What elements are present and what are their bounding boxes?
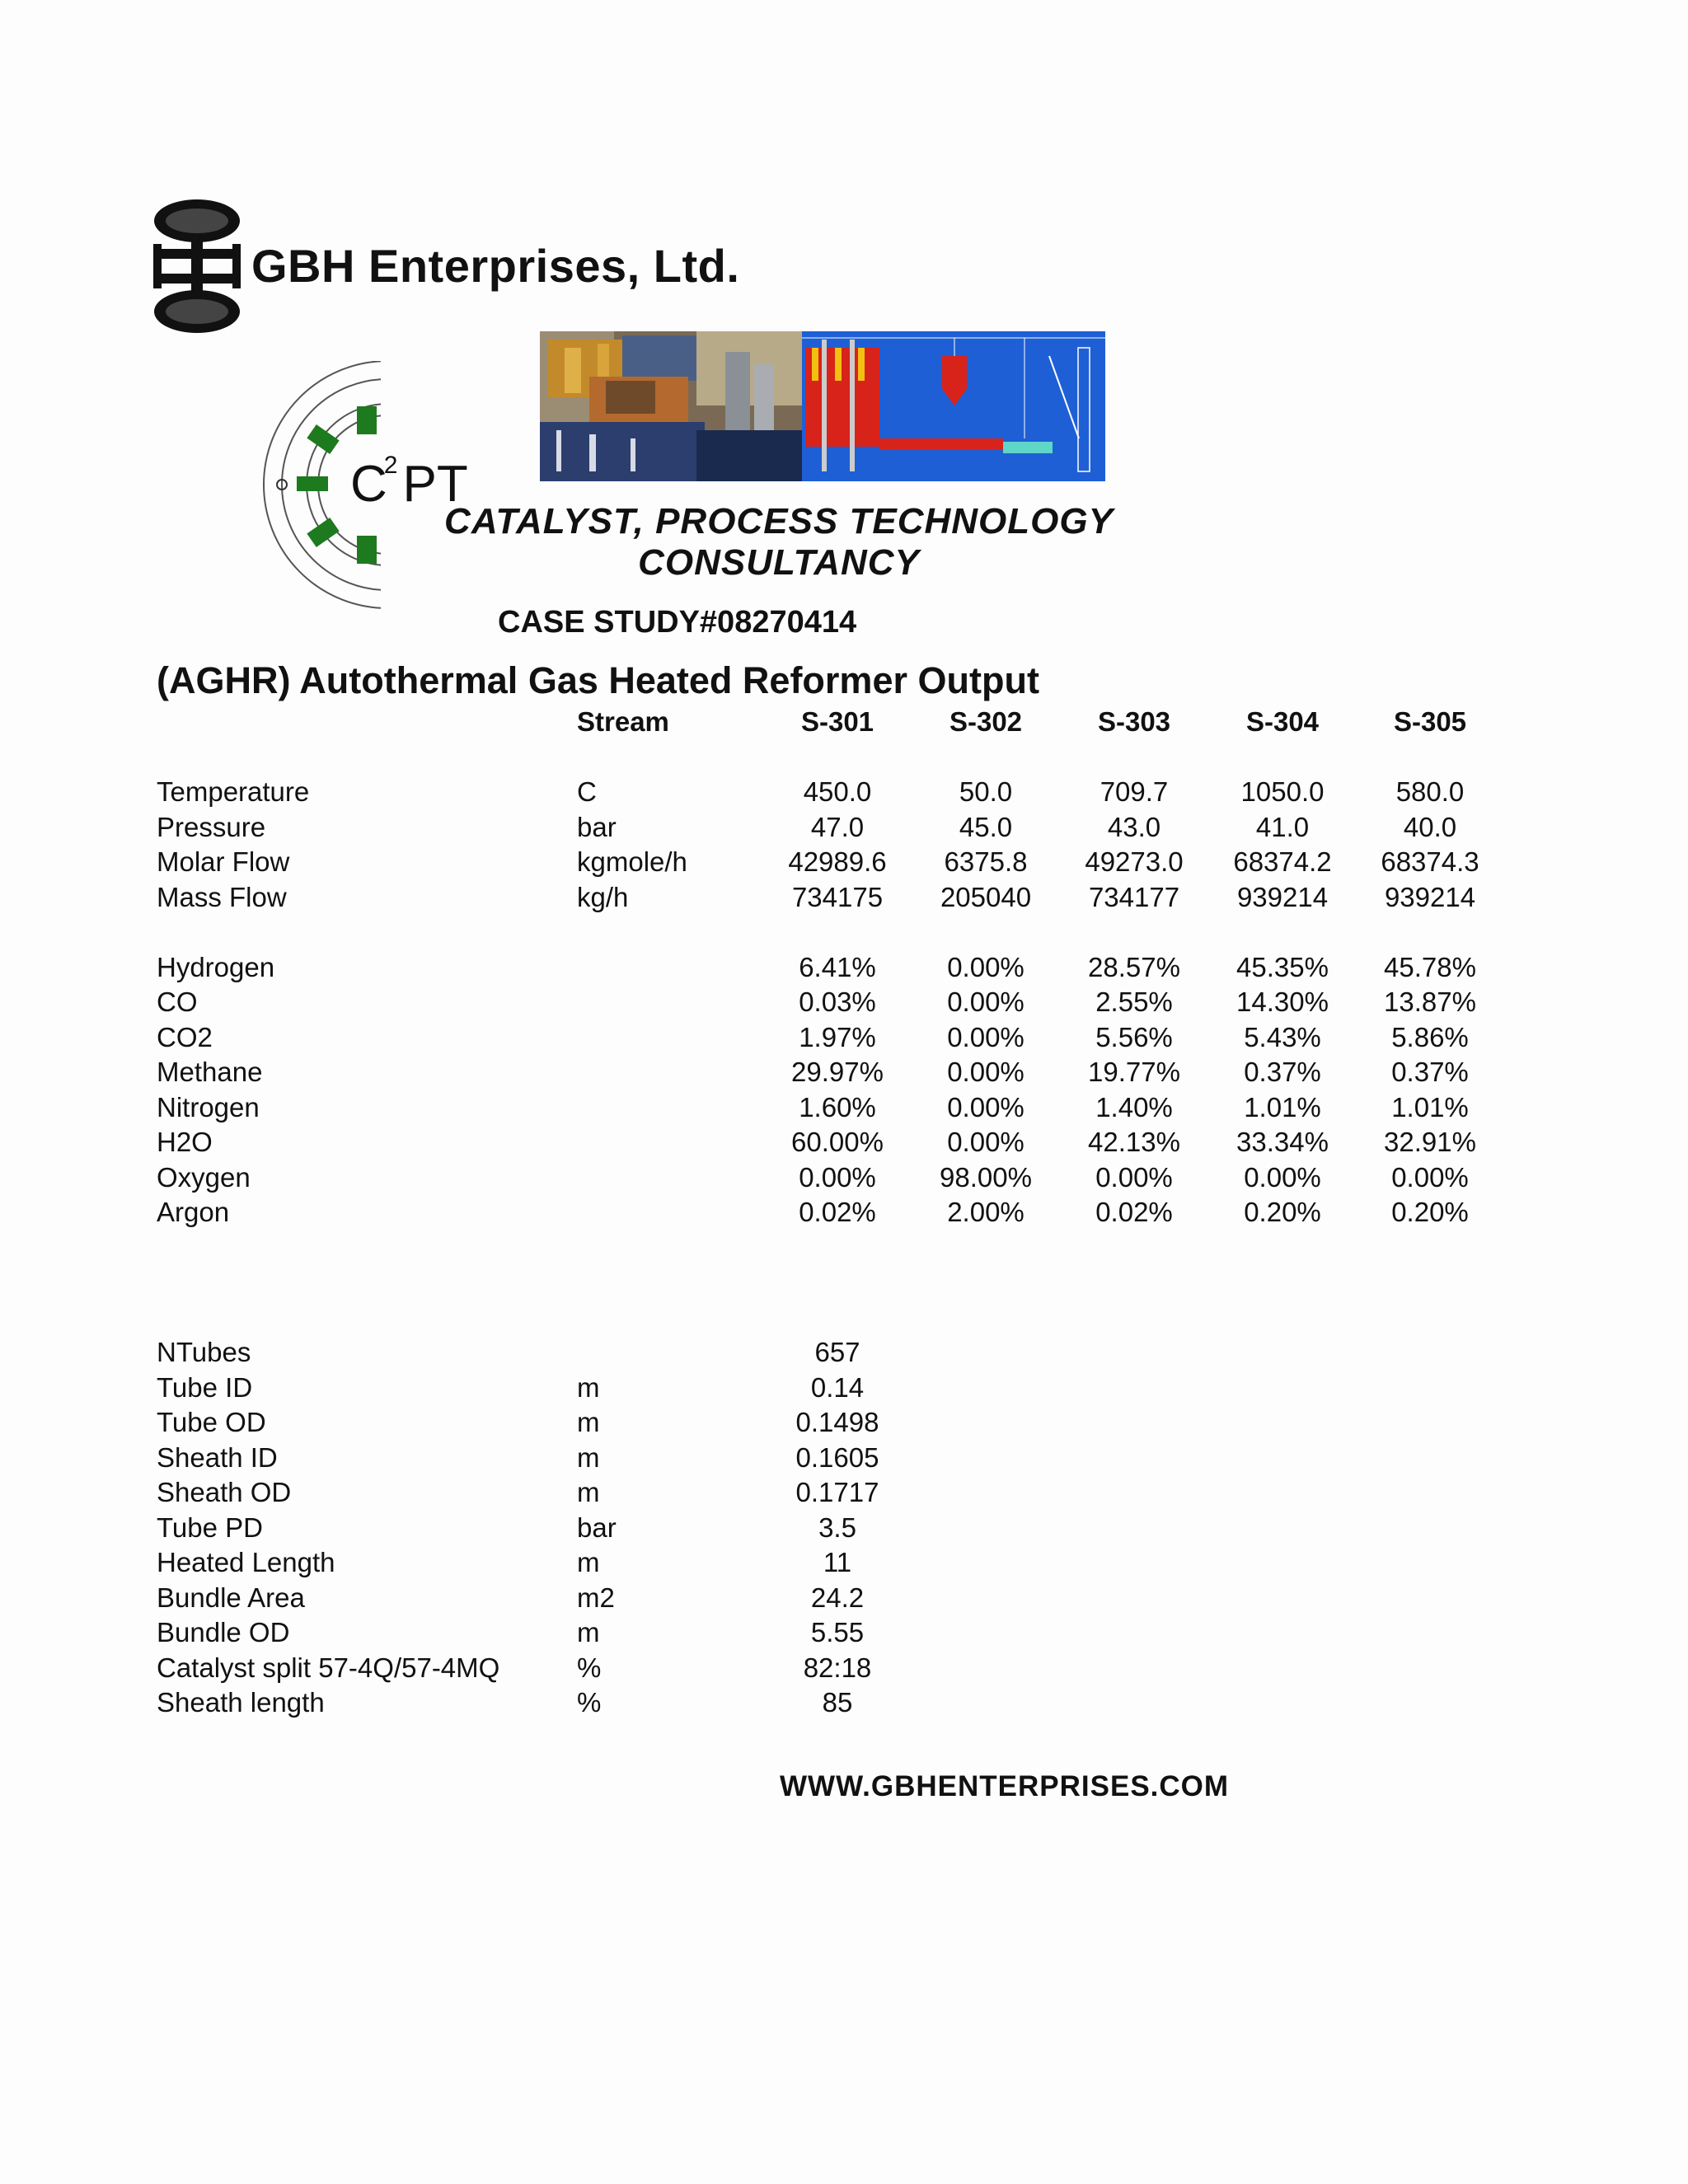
row-unit: m [577, 1547, 600, 1577]
row-label: Temperature [157, 776, 310, 807]
cell-value: 0.02% [1095, 1197, 1173, 1227]
cell-value: 734175 [791, 882, 884, 912]
cell-value: 0.1605 [795, 1442, 879, 1473]
cell-value: 1.01% [1391, 1092, 1469, 1122]
row-label: Heated Length [157, 1547, 335, 1577]
design-row [0, 1477, 1688, 1511]
row-unit: kgmole/h [577, 846, 687, 877]
cell-value: 47.0 [810, 812, 865, 842]
row-unit: % [577, 1652, 602, 1683]
row-label: Pressure [157, 812, 266, 842]
row-label: Mass Flow [157, 882, 287, 912]
cell-value: 6375.8 [944, 846, 1028, 877]
cell-value: 0.20% [1391, 1197, 1469, 1227]
cell-value: 60.00% [791, 1127, 884, 1157]
cell-value: 0.00% [947, 1057, 1025, 1087]
cell-value: 1.97% [799, 1022, 876, 1052]
cell-value: 50.0 [959, 776, 1013, 807]
row-label: Catalyst split 57-4Q/57-4MQ [157, 1652, 500, 1683]
design-row [0, 1512, 1688, 1547]
cell-value: 939214 [1236, 882, 1329, 912]
composition-row [0, 952, 1688, 987]
cell-value: 45.35% [1236, 952, 1329, 982]
design-row [0, 1687, 1688, 1722]
row-label: Oxygen [157, 1162, 251, 1193]
row-label: H2O [157, 1127, 213, 1157]
design-row [0, 1617, 1688, 1652]
cell-value: 939214 [1384, 882, 1476, 912]
design-row [0, 1547, 1688, 1582]
stream-header: S-302 [949, 706, 1023, 737]
cell-value: 0.00% [799, 1162, 876, 1193]
stream-header: S-303 [1097, 706, 1171, 737]
website-link[interactable]: WWW.GBHENTERPRISES.COM [780, 1770, 1230, 1802]
cell-value: 657 [814, 1337, 860, 1367]
cell-value: 43.0 [1107, 812, 1161, 842]
condition-row [0, 846, 1688, 881]
cell-value: 13.87% [1384, 987, 1476, 1017]
cell-value: 734177 [1088, 882, 1180, 912]
consultancy-tagline-2: CONSULTANCY [638, 542, 920, 583]
case-study-id: CASE STUDY#08270414 [498, 605, 857, 640]
cell-value: 2.55% [1095, 987, 1173, 1017]
design-row [0, 1652, 1688, 1687]
cell-value: 709.7 [1100, 776, 1169, 807]
cell-value: 45.78% [1384, 952, 1476, 982]
cell-value: 0.00% [947, 987, 1025, 1017]
cell-value: 82:18 [803, 1652, 872, 1683]
cell-value: 3.5 [818, 1512, 856, 1543]
cell-value: 14.30% [1236, 987, 1329, 1017]
design-row [0, 1407, 1688, 1441]
composition-row [0, 987, 1688, 1021]
row-label: CO2 [157, 1022, 213, 1052]
design-row [0, 1442, 1688, 1477]
cell-value: 33.34% [1236, 1127, 1329, 1157]
cell-value: 2.00% [947, 1197, 1025, 1227]
consultancy-tagline-1: CATALYST, PROCESS TECHNOLOGY [444, 501, 1114, 541]
row-label: Bundle Area [157, 1582, 305, 1613]
row-unit: m [577, 1617, 600, 1647]
row-unit: bar [577, 1512, 617, 1543]
cell-value: 205040 [940, 882, 1032, 912]
cell-value: 1.40% [1095, 1092, 1173, 1122]
cell-value: 6.41% [799, 952, 876, 982]
composition-row [0, 1022, 1688, 1057]
cell-value: 29.97% [791, 1057, 884, 1087]
design-row [0, 1582, 1688, 1617]
cell-value: 32.91% [1384, 1127, 1476, 1157]
row-unit: m [577, 1407, 600, 1437]
cell-value: 19.77% [1088, 1057, 1180, 1087]
reformer-process-diagram [802, 331, 1105, 481]
row-unit: m [577, 1372, 600, 1403]
cell-value: 0.37% [1244, 1057, 1321, 1087]
cell-value: 0.00% [947, 1127, 1025, 1157]
cell-value: 0.00% [947, 1092, 1025, 1122]
composition-row [0, 1197, 1688, 1231]
condition-row [0, 882, 1688, 916]
cell-value: 24.2 [810, 1582, 865, 1613]
row-label: NTubes [157, 1337, 251, 1367]
row-label: Sheath OD [157, 1477, 292, 1507]
row-unit: m [577, 1442, 600, 1473]
composition-row [0, 1162, 1688, 1197]
cell-value: 0.00% [1244, 1162, 1321, 1193]
design-row [0, 1372, 1688, 1407]
cell-value: 1050.0 [1240, 776, 1325, 807]
cell-value: 68374.3 [1381, 846, 1479, 877]
composition-row [0, 1127, 1688, 1161]
cell-value: 5.86% [1391, 1022, 1469, 1052]
stream-label: Stream [577, 706, 669, 737]
cell-value: 68374.2 [1233, 846, 1332, 877]
row-unit: kg/h [577, 882, 629, 912]
design-row [0, 1337, 1688, 1371]
row-label: Tube ID [157, 1372, 253, 1403]
condition-row [0, 812, 1688, 846]
stream-header: S-305 [1393, 706, 1467, 737]
cell-value: 5.55 [810, 1617, 865, 1647]
row-unit: C [577, 776, 597, 807]
row-unit: % [577, 1687, 602, 1718]
row-label: Hydrogen [157, 952, 275, 982]
row-unit: bar [577, 812, 617, 842]
cell-value: 0.00% [1391, 1162, 1469, 1193]
c2pt-letter: C [350, 456, 387, 513]
gbh-logo-icon [148, 198, 246, 334]
row-label: Methane [157, 1057, 263, 1087]
c2pt-suffix: PT [402, 456, 468, 513]
cell-value: 0.37% [1391, 1057, 1469, 1087]
cell-value: 0.00% [947, 1022, 1025, 1052]
document-title: (AGHR) Autothermal Gas Heated Reformer Output [157, 659, 1039, 701]
cell-value: 0.14 [810, 1372, 865, 1403]
row-label: Bundle OD [157, 1617, 290, 1647]
row-label: Molar Flow [157, 846, 290, 877]
cell-value: 5.56% [1095, 1022, 1173, 1052]
cell-value: 49273.0 [1085, 846, 1184, 877]
cell-value: 41.0 [1255, 812, 1310, 842]
cell-value: 0.00% [947, 952, 1025, 982]
cell-value: 580.0 [1395, 776, 1465, 807]
cell-value: 40.0 [1403, 812, 1457, 842]
cell-value: 0.00% [1095, 1162, 1173, 1193]
cell-value: 0.20% [1244, 1197, 1321, 1227]
industrial-photo-collage [540, 331, 802, 481]
cell-value: 45.0 [959, 812, 1013, 842]
cell-value: 5.43% [1244, 1022, 1321, 1052]
cell-value: 98.00% [940, 1162, 1032, 1193]
condition-row [0, 776, 1688, 811]
cell-value: 28.57% [1088, 952, 1180, 982]
row-label: Tube PD [157, 1512, 264, 1543]
cell-value: 85 [822, 1687, 853, 1718]
row-label: Sheath ID [157, 1442, 278, 1473]
cell-value: 11 [823, 1547, 852, 1577]
cell-value: 0.02% [799, 1197, 876, 1227]
c2pt-superscript: 2 [383, 452, 398, 479]
cell-value: 0.03% [799, 987, 876, 1017]
cell-value: 450.0 [803, 776, 872, 807]
row-label: Sheath length [157, 1687, 325, 1718]
cell-value: 42.13% [1088, 1127, 1180, 1157]
company-name: GBH Enterprises, Ltd. [251, 240, 740, 292]
row-label: Argon [157, 1197, 230, 1227]
cell-value: 1.01% [1244, 1092, 1321, 1122]
table-header-row [0, 706, 1688, 741]
row-label: Nitrogen [157, 1092, 260, 1122]
row-unit: m [577, 1477, 600, 1507]
stream-header: S-304 [1245, 706, 1320, 737]
row-label: Tube OD [157, 1407, 266, 1437]
stream-header: S-301 [800, 706, 874, 737]
cell-value: 0.1498 [795, 1407, 879, 1437]
row-label: CO [157, 987, 198, 1017]
composition-row [0, 1057, 1688, 1091]
composition-row [0, 1092, 1688, 1127]
row-unit: m2 [577, 1582, 615, 1613]
cell-value: 1.60% [799, 1092, 876, 1122]
cell-value: 0.1717 [795, 1477, 879, 1507]
cell-value: 42989.6 [788, 846, 887, 877]
